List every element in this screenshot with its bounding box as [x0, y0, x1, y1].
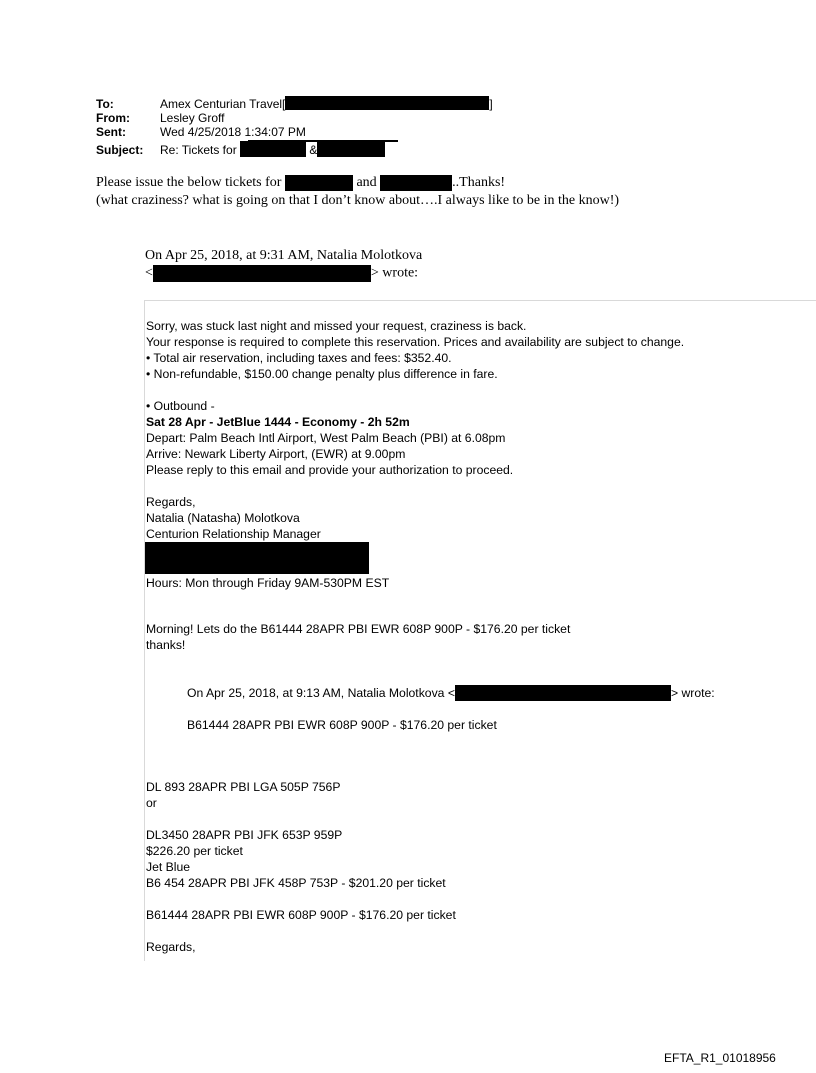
- inner-quote-header: [187, 686, 715, 702]
- msg-line: Sorry, was stuck last night and missed your request, craziness is back.: [146, 319, 527, 333]
- sent-value: Wed 4/25/2018 1:34:07 PM: [160, 125, 306, 139]
- quoted-header-text: <: [145, 265, 153, 281]
- subject-amp: &: [309, 143, 318, 157]
- option-line: B6 454 28APR PBI JFK 458P 753P - $201.20 per ticket: [146, 876, 446, 890]
- inner-quote-line: B61444 28APR PBI EWR 608P 900P - $176.20 per ticket: [187, 718, 497, 732]
- to-value: [160, 98, 493, 110]
- option-line: or: [146, 796, 157, 810]
- to-bracket: ]: [489, 97, 493, 111]
- signature-name: Natalia (Natasha) Molotkova: [146, 511, 300, 525]
- msg-bullet: • Outbound -: [146, 399, 215, 413]
- option-line: B61444 28APR PBI EWR 608P 900P - $176.20 per ticket: [146, 908, 456, 922]
- from-value: Lesley Groff: [160, 111, 225, 125]
- reply-line-1: [96, 175, 505, 191]
- option-regards: Regards,: [146, 940, 196, 954]
- redaction: [317, 141, 385, 157]
- regards: Regards,: [146, 495, 196, 509]
- redaction: [240, 141, 306, 157]
- reply-text: and: [356, 175, 377, 191]
- to-recipient: Amex Centurian Travel[: [160, 97, 286, 111]
- redaction: [285, 96, 489, 110]
- reply-text: ..Thanks!: [452, 175, 506, 191]
- inner-quote-text: > wrote:: [670, 686, 715, 700]
- option-line: $226.20 per ticket: [146, 844, 243, 858]
- option-line: Jet Blue: [146, 860, 191, 874]
- flight-summary: Sat 28 Apr - JetBlue 1444 - Economy - 2h 52m: [146, 415, 410, 429]
- to-label: To:: [96, 97, 114, 111]
- hours-line: Hours: Mon through Friday 9AM-530PM EST: [146, 576, 390, 590]
- msg-bullet: • Non-refundable, $150.00 change penalty plus difference in fare.: [146, 367, 498, 381]
- option-line: DL 893 28APR PBI LGA 505P 756P: [146, 780, 341, 794]
- document-id: EFTA_R1_01018956: [664, 1051, 776, 1065]
- quoted-header-line-2: [145, 265, 418, 282]
- reply-text: Please issue the below tickets for: [96, 175, 282, 191]
- from-label: From:: [96, 111, 130, 125]
- reply2-line-2: thanks!: [146, 638, 186, 652]
- subject-text: Re: Tickets for: [160, 143, 237, 157]
- quoted-header-line-1: On Apr 25, 2018, at 9:31 AM, Natalia Molotkova: [145, 248, 423, 263]
- sent-label: Sent:: [96, 125, 126, 139]
- arrive-line: Arrive: Newark Liberty Airport, (EWR) at 9.00pm: [146, 447, 406, 461]
- signature-title: Centurion Relationship Manager: [146, 527, 321, 541]
- subject-label: Subject:: [96, 143, 144, 157]
- msg-line: Your response is required to complete this reservation. Prices and availability are subject to change.: [146, 335, 685, 349]
- option-line: DL3450 28APR PBI JFK 653P 959P: [146, 828, 343, 842]
- redaction: [380, 175, 452, 191]
- depart-line: Depart: Palm Beach Intl Airport, West Palm Beach (PBI) at 6.08pm: [146, 431, 506, 445]
- redaction: [153, 265, 371, 282]
- redaction: [285, 175, 353, 191]
- quoted-header-text: > wrote:: [370, 265, 419, 281]
- reply2-line-1: Morning! Lets do the B61444 28APR PBI EWR 608P 900P - $176.20 per ticket: [146, 622, 571, 636]
- reply-line-2: (what craziness? what is going on that I don’t know about….I always like to be in the know!): [96, 193, 620, 208]
- redaction: [145, 542, 369, 574]
- msg-bullet: • Total air reservation, including taxes and fees: $352.40.: [146, 351, 452, 365]
- subject-value: [160, 144, 385, 157]
- reply-request: Please reply to this email and provide your authorization to proceed.: [146, 463, 514, 477]
- inner-quote-text: On Apr 25, 2018, at 9:13 AM, Natalia Molotkova <: [187, 686, 455, 700]
- redaction: [455, 685, 671, 701]
